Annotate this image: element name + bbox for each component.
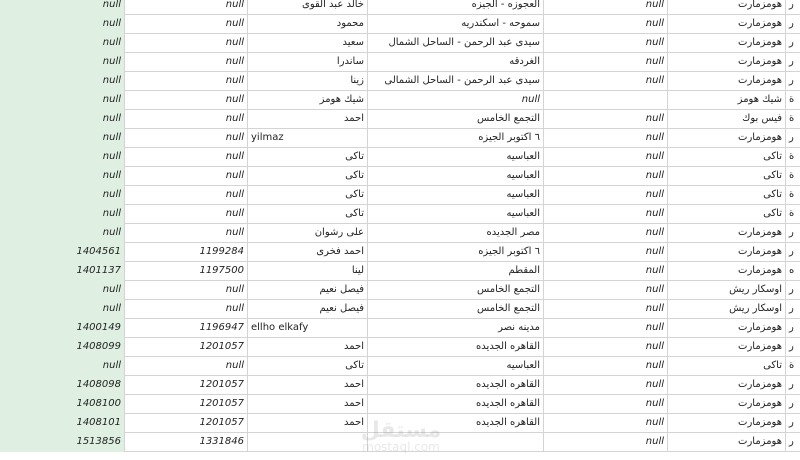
table-cell[interactable]: null — [544, 15, 668, 34]
table-cell[interactable]: هومزمارت — [668, 243, 786, 262]
table-cell[interactable]: null — [0, 91, 125, 110]
table-cell[interactable]: شيك هومز — [248, 91, 368, 110]
table-cell[interactable]: null — [0, 0, 125, 15]
table-cell[interactable]: سموحه - اسكندريه — [368, 15, 544, 34]
table-row — [0, 395, 800, 414]
table-cell[interactable]: هومزمارت — [668, 376, 786, 395]
table-cell[interactable]: null — [125, 148, 248, 167]
table-row — [0, 148, 800, 167]
table-row — [0, 281, 800, 300]
table-cell[interactable]: 1408100 — [0, 395, 125, 414]
table-cell[interactable]: ٦ اكتوبر الجيزه — [368, 243, 544, 262]
table-cell[interactable]: null — [125, 34, 248, 53]
table-row — [0, 357, 800, 376]
table-cell[interactable]: سيدى عبد الرحمن - الساحل الشمالى — [368, 72, 544, 91]
table-cell[interactable]: null — [0, 300, 125, 319]
table-cell[interactable]: null — [0, 15, 125, 34]
table-cell[interactable]: null — [125, 129, 248, 148]
table-cell[interactable]: احمد — [248, 414, 368, 433]
table-cell[interactable]: هومزمارت — [668, 15, 786, 34]
table-row — [0, 433, 800, 452]
table-cell[interactable]: null — [544, 186, 668, 205]
table-cell[interactable]: تاكى — [668, 186, 786, 205]
table-cell[interactable]: null — [544, 72, 668, 91]
table-cell[interactable]: ر — [789, 132, 794, 143]
table-cell[interactable]: ر — [789, 56, 794, 67]
table-cell[interactable]: التجمع الخامس — [368, 281, 544, 300]
table-cell[interactable]: null — [0, 167, 125, 186]
table-cell[interactable]: 1404561 — [0, 243, 125, 262]
table-cell[interactable]: ر — [789, 417, 794, 428]
table-cell[interactable]: 1401137 — [0, 262, 125, 281]
table-cell[interactable]: 1196947 — [125, 319, 248, 338]
table-cell[interactable] — [368, 433, 544, 452]
table-cell[interactable]: null — [544, 148, 668, 167]
table-cell[interactable]: العباسيه — [368, 186, 544, 205]
table-row — [0, 414, 800, 433]
table-row — [0, 376, 800, 395]
table-cell[interactable]: على رشوان — [248, 224, 368, 243]
table-cell[interactable]: ة — [789, 170, 795, 181]
watermark-url: mostaql.com — [362, 440, 440, 454]
table-cell[interactable]: ر — [789, 341, 794, 352]
table-cell[interactable]: yilmaz — [248, 129, 368, 148]
table-cell[interactable]: null — [125, 205, 248, 224]
table-cell[interactable]: ر — [789, 322, 794, 333]
table-row — [0, 129, 800, 148]
table-cell[interactable]: null — [125, 0, 248, 15]
table-cell[interactable]: هومزمارت — [668, 129, 786, 148]
table-cell[interactable]: مصر الجديده — [368, 224, 544, 243]
table-cell[interactable]: القاهره الجديده — [368, 395, 544, 414]
table-cell[interactable]: احمد — [248, 376, 368, 395]
table-cell[interactable]: 1513856 — [0, 433, 125, 452]
table-cell[interactable]: تاكى — [248, 357, 368, 376]
table-cell[interactable]: القاهره الجديده — [368, 414, 544, 433]
table-cell[interactable]: هومزمارت — [668, 72, 786, 91]
table-cell[interactable]: null — [544, 129, 668, 148]
table-cell[interactable]: هومزمارت — [668, 34, 786, 53]
table-cell[interactable]: ر — [789, 436, 794, 447]
table-cell[interactable]: 1408099 — [0, 338, 125, 357]
table-cell[interactable]: فيصل نعيم — [248, 281, 368, 300]
table-cell[interactable]: العباسيه — [368, 167, 544, 186]
table-cell[interactable]: null — [125, 167, 248, 186]
table-cell[interactable]: هومزمارت — [668, 262, 786, 281]
table-row — [0, 34, 800, 53]
table-cell[interactable]: null — [0, 129, 125, 148]
table-cell[interactable]: ٦ اكتوبر الجيزه — [368, 129, 544, 148]
table-cell[interactable]: ر — [789, 18, 794, 29]
table-cell[interactable]: null — [544, 300, 668, 319]
table-cell[interactable]: null — [125, 110, 248, 129]
table-cell[interactable]: خالد عبد القوى — [248, 0, 368, 15]
table-cell[interactable]: ة — [789, 189, 795, 200]
table-cell[interactable]: null — [0, 186, 125, 205]
table-cell[interactable]: هومزمارت — [668, 0, 786, 15]
table-cell[interactable]: هومزمارت — [668, 338, 786, 357]
table-cell[interactable]: null — [0, 72, 125, 91]
table-cell[interactable]: زينا — [248, 72, 368, 91]
table-cell[interactable]: 1408098 — [0, 376, 125, 395]
table-cell[interactable]: القاهره الجديده — [368, 376, 544, 395]
table-cell[interactable]: null — [544, 433, 668, 452]
table-cell[interactable]: ر — [789, 75, 794, 86]
table-cell[interactable]: null — [544, 319, 668, 338]
table-cell[interactable]: ة — [789, 94, 795, 105]
table-cell[interactable]: ر — [789, 246, 794, 257]
table-cell[interactable]: احمد — [248, 110, 368, 129]
table-row — [0, 262, 800, 281]
table-cell[interactable]: null — [544, 395, 668, 414]
table-cell[interactable]: null — [125, 186, 248, 205]
table-cell[interactable]: الغردقه — [368, 53, 544, 72]
table-cell[interactable]: ر — [789, 0, 794, 10]
table-cell[interactable]: null — [125, 281, 248, 300]
table-cell[interactable] — [248, 433, 368, 452]
table-row — [0, 338, 800, 357]
table-cell[interactable]: null — [544, 414, 668, 433]
table-row — [0, 15, 800, 34]
table-cell[interactable]: 1199284 — [125, 243, 248, 262]
table-cell[interactable]: 1400149 — [0, 319, 125, 338]
table-cell[interactable]: المقطم — [368, 262, 544, 281]
table-row — [0, 0, 800, 15]
table-row — [0, 300, 800, 319]
table-cell[interactable]: null — [0, 148, 125, 167]
table-cell[interactable]: ة — [789, 208, 795, 219]
table-cell[interactable]: null — [544, 243, 668, 262]
table-cell[interactable]: العباسيه — [368, 357, 544, 376]
table-cell[interactable]: null — [0, 205, 125, 224]
table-cell[interactable]: ر — [789, 37, 794, 48]
table-cell[interactable]: العجوزه - الجيزه — [368, 0, 544, 15]
table-cell[interactable]: التجمع الخامس — [368, 110, 544, 129]
table-cell[interactable]: null — [125, 15, 248, 34]
table-cell[interactable]: تاكى — [248, 205, 368, 224]
table-cell[interactable]: ه — [789, 265, 795, 276]
table-cell[interactable]: null — [125, 357, 248, 376]
table-row — [0, 167, 800, 186]
watermark-logo-text: مستقل — [360, 418, 442, 443]
table-cell[interactable]: العباسيه — [368, 205, 544, 224]
table-cell[interactable]: مدينه نصر — [368, 319, 544, 338]
table-cell[interactable]: null — [0, 224, 125, 243]
table-cell[interactable]: ر — [789, 398, 794, 409]
table-cell[interactable]: اوسكار ريش — [668, 281, 786, 300]
table-cell[interactable]: null — [125, 72, 248, 91]
table-cell[interactable]: null — [544, 167, 668, 186]
table-cell[interactable]: null — [125, 300, 248, 319]
table-cell[interactable]: null — [125, 224, 248, 243]
table-cell[interactable]: ة — [789, 360, 795, 371]
table-cell[interactable]: ر — [789, 284, 794, 295]
table-cell[interactable]: تاكى — [248, 167, 368, 186]
table-cell[interactable]: null — [544, 0, 668, 15]
table-cell[interactable]: سعيد — [248, 34, 368, 53]
table-cell[interactable]: null — [544, 205, 668, 224]
table-cell[interactable]: null — [544, 53, 668, 72]
table-cell[interactable]: null — [0, 110, 125, 129]
table-cell[interactable]: 1331846 — [125, 433, 248, 452]
table-cell[interactable]: محمود — [248, 15, 368, 34]
table-cell[interactable]: ellho elkafy — [248, 319, 368, 338]
table-cell[interactable]: ة — [789, 113, 795, 124]
table-cell[interactable]: التجمع الخامس — [368, 300, 544, 319]
table-cell[interactable]: احمد فخرى — [248, 243, 368, 262]
table-cell[interactable]: 1201057 — [125, 376, 248, 395]
table-cell[interactable]: null — [368, 91, 544, 110]
table-cell[interactable]: هومزمارت — [668, 414, 786, 433]
table-cell[interactable]: 1408101 — [0, 414, 125, 433]
table-cell[interactable]: ر — [789, 227, 794, 238]
table-row — [0, 110, 800, 129]
table-cell[interactable]: 1197500 — [125, 262, 248, 281]
table-cell[interactable]: سيدى عبد الرحمن - الساحل الشمال — [368, 34, 544, 53]
table-cell[interactable]: null — [544, 376, 668, 395]
table-cell[interactable]: null — [0, 357, 125, 376]
table-cell[interactable]: null — [125, 53, 248, 72]
table-cell[interactable]: هومزمارت — [668, 395, 786, 414]
table-cell[interactable]: null — [544, 357, 668, 376]
table-cell[interactable]: هومزمارت — [668, 53, 786, 72]
table-cell[interactable]: ر — [789, 303, 794, 314]
table-cell[interactable]: تاكى — [248, 148, 368, 167]
table-cell[interactable]: ساندرا — [248, 53, 368, 72]
table-row — [0, 319, 800, 338]
table-cell[interactable]: null — [0, 34, 125, 53]
table-cell[interactable]: هومزمارت — [668, 433, 786, 452]
table-cell[interactable]: تاكى — [668, 167, 786, 186]
table-cell[interactable]: احمد — [248, 338, 368, 357]
table-row — [0, 224, 800, 243]
table-cell[interactable]: 1201057 — [125, 414, 248, 433]
table-cell[interactable]: احمد — [248, 395, 368, 414]
table-cell[interactable]: 1201057 — [125, 338, 248, 357]
table-cell[interactable]: تاكى — [248, 186, 368, 205]
table-cell[interactable]: null — [125, 91, 248, 110]
table-cell[interactable]: null — [544, 338, 668, 357]
table-row — [0, 53, 800, 72]
table-cell[interactable]: القاهره الجديده — [368, 338, 544, 357]
table-cell[interactable]: تاكى — [668, 357, 786, 376]
table-cell[interactable]: شيك هومز — [668, 91, 786, 110]
table-cell[interactable]: اوسكار ريش — [668, 300, 786, 319]
table-cell[interactable]: null — [0, 281, 125, 300]
table-cell[interactable]: null — [544, 110, 668, 129]
table-row — [0, 186, 800, 205]
table-cell[interactable]: null — [544, 262, 668, 281]
table-cell[interactable] — [544, 91, 668, 110]
table-cell[interactable]: فيس بوك — [668, 110, 786, 129]
table-cell[interactable]: ة — [789, 151, 795, 162]
table-cell[interactable]: null — [0, 53, 125, 72]
table-row — [0, 72, 800, 91]
table-cell[interactable]: هومزمارت — [668, 224, 786, 243]
table-cell[interactable]: فيصل نعيم — [248, 300, 368, 319]
table-cell[interactable]: لينا — [248, 262, 368, 281]
table-cell[interactable]: هومزمارت — [668, 319, 786, 338]
table-cell[interactable]: ر — [789, 379, 794, 390]
table-row — [0, 91, 800, 110]
table-row — [0, 205, 800, 224]
table-cell[interactable]: تاكى — [668, 205, 786, 224]
table-row — [0, 243, 800, 262]
table-cell[interactable]: تاكى — [668, 148, 786, 167]
table-cell[interactable]: null — [544, 34, 668, 53]
table-cell[interactable]: null — [544, 224, 668, 243]
table-cell[interactable]: null — [544, 281, 668, 300]
table-cell[interactable]: 1201057 — [125, 395, 248, 414]
table-cell[interactable]: العباسيه — [368, 148, 544, 167]
